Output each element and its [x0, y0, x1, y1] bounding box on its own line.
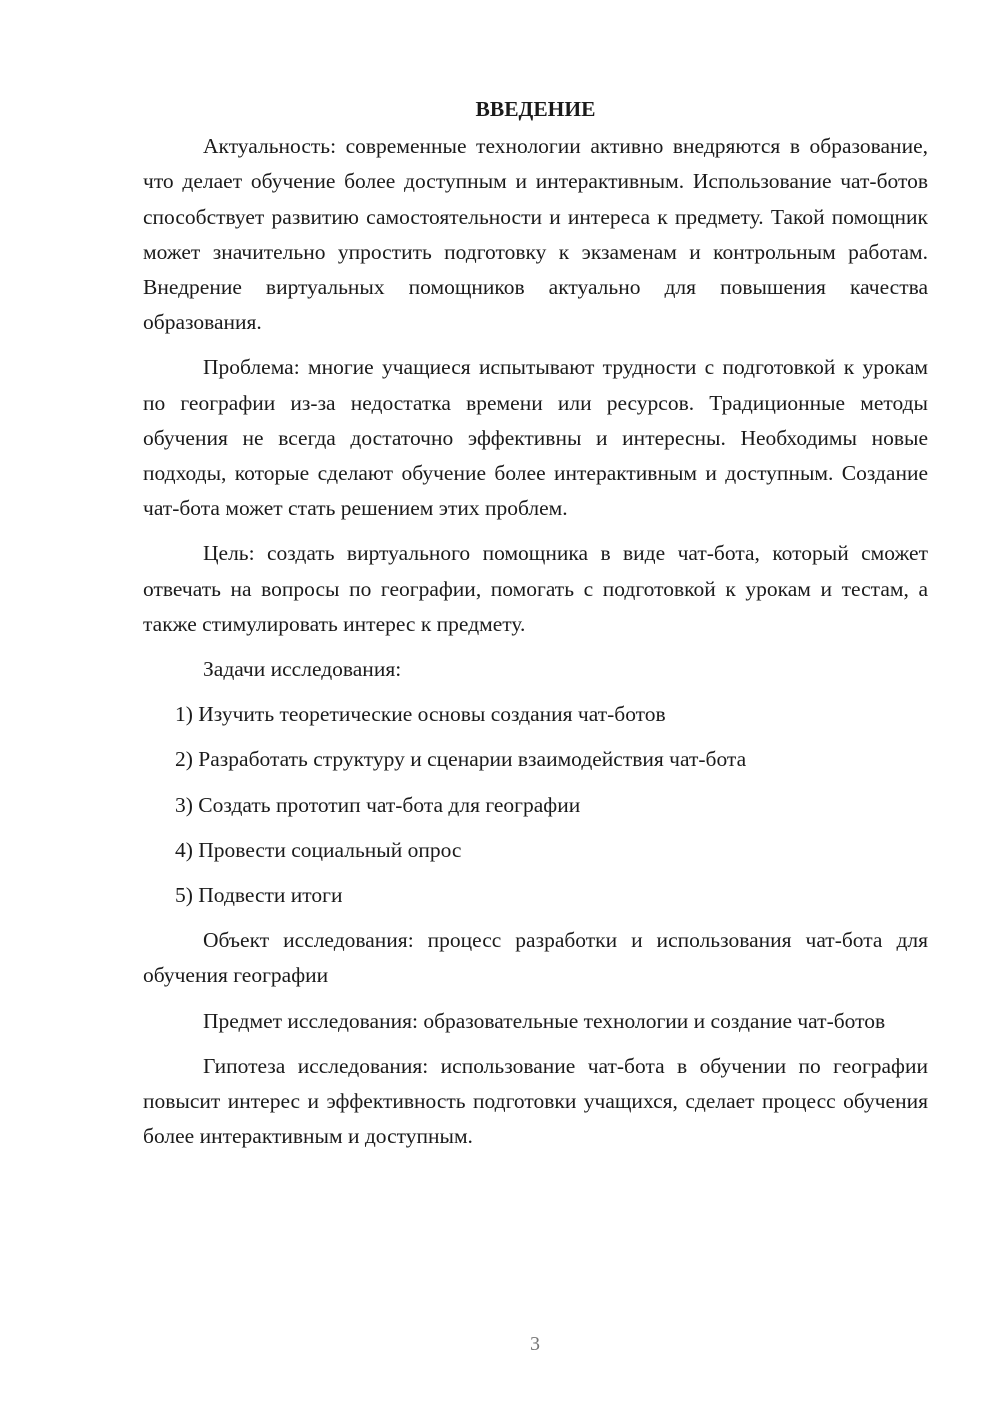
list-item: 4) Провести социальный опрос: [175, 837, 462, 862]
page-number: 3: [530, 1333, 540, 1355]
paragraph-goal: Цель: создать виртуального помощника в виде чат-бота, который сможет отвечать на вопросы по географии, помогать с подготовкой к урокам и тестам, а также стимулировать интерес к предмету.: [143, 541, 928, 636]
list-item: 3) Создать прототип чат-бота для географии: [175, 792, 581, 817]
list-item: 5) Подвести итоги: [175, 883, 343, 908]
list-item: 1) Изучить теоретические основы создания чат-ботов: [175, 702, 666, 727]
paragraph-hypothesis: Гипотеза исследования: использование чат-бота в обучении по географии повысит интерес и эффективность подготовки учащихся, сделает процесс обучения более интерактивным и доступным.: [143, 1053, 928, 1149]
tasks-heading: Задачи исследования:: [203, 657, 402, 682]
paragraph-subject: Предмет исследования: образовательные технологии и создание чат-ботов: [203, 1008, 886, 1033]
paragraph-relevance: Актуальность: современные технологии активно внедряются в образование, что делает обучение более доступным и интерактивным. Использование чат-ботов способствует развитию самостоятельности и интереса к предмету. Такой помощник может значительно упростить подготовку к экзаменам и контрольным работам. Внедрение виртуальных помощников актуально для повышения качества образования.: [143, 134, 928, 335]
list-item: 2) Разработать структуру и сценарии взаимодействия чат-бота: [175, 747, 747, 772]
paragraph-problem: Проблема: многие учащиеся испытывают трудности с подготовкой к урокам по географии из-за недостатка времени или ресурсов. Традиционные методы обучения не всегда достаточно эффективны и интересны. Необходимы новые подходы, которые сделают обучение более интерактивным и доступным. Создание чат-бота может стать решением этих проблем.: [143, 355, 928, 521]
section-title: ВВЕДЕНИЕ: [475, 97, 596, 121]
page-content: [143, 92, 928, 1164]
paragraph-object: Объект исследования: процесс разработки и использования чат-бота для обучения географии: [143, 928, 928, 988]
task-list: [143, 697, 928, 913]
